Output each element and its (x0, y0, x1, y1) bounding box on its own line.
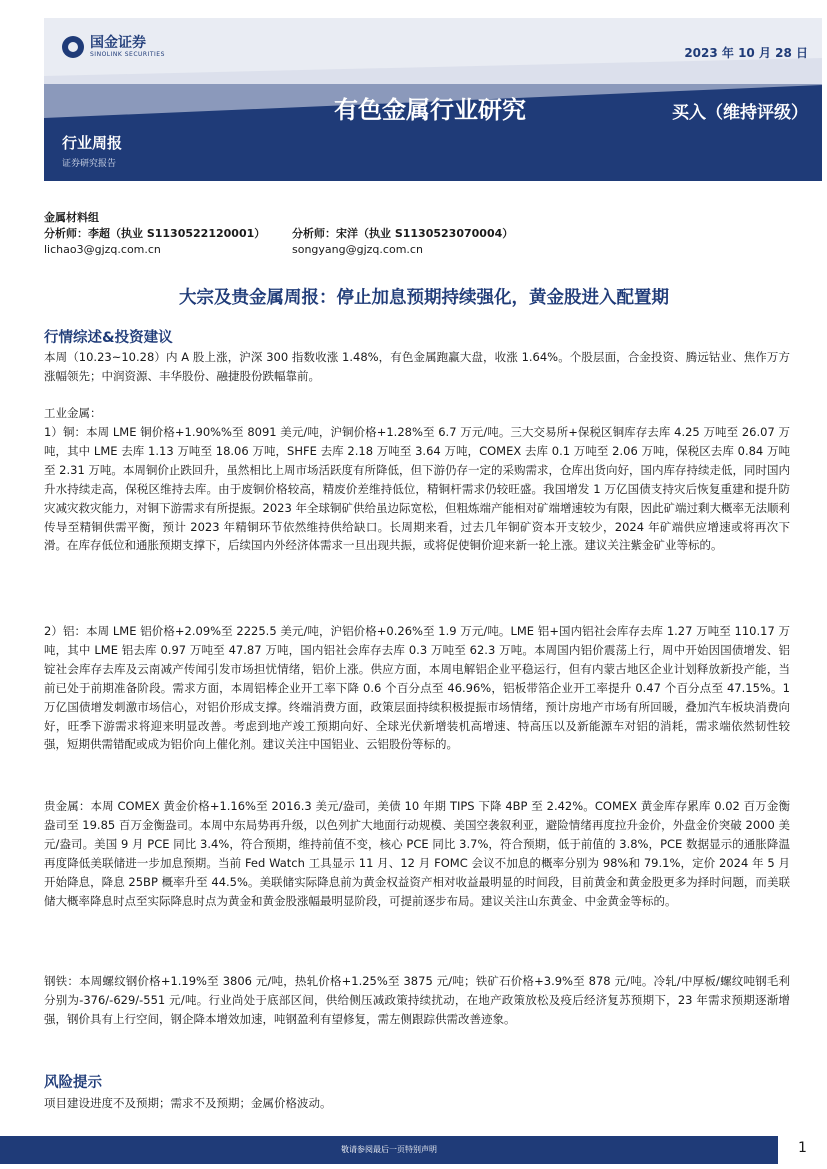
paragraph-industrial-label: 工业金属： (44, 406, 102, 420)
page-number: 1 (798, 1140, 807, 1156)
report-subtype: 证券研究报告 (62, 159, 117, 169)
analyst-1-email[interactable]: lichao3@gjzq.com.cn (44, 243, 161, 256)
research-group: 金属材料组 (44, 211, 99, 224)
analyst-2: 分析师：宋洋（执业 S1130523070004） (292, 227, 514, 240)
paragraph-overview: 本周（10.23~10.28）内 A 股上涨，沪深 300 指数收涨 1.48%，有色金属跑赢大盘，收涨 1.64%。个股层面，合金投资、腾远钴业、焦作万方涨幅领先；中润资源、丰华股份、融捷股份跌幅靠前。 (44, 350, 790, 383)
report-date: 2023 年 10 月 28 日 (684, 46, 808, 60)
paragraph-aluminum: 2）铝：本周 LME 铝价格+2.09%至 2225.5 美元/吨，沪铝价格+0.26%至 1.9 万元/吨。LME 铝+国内铝社会库存去库 1.27 万吨至 110.17 万吨，其中 LME 铝去库 0.97 万吨至 47.87 万吨，国内铝社会库存去库 0.3 万吨至 62.3 万吨。本周国内铝价震荡上行，周中开始因国债增发、铝锭社会库存去库及云南减产传闻引发市场担忧情绪，铝价上涨。供应方面，本周电解铝企业平稳运行，但有内蒙古地区企业计划释放新投产能，当前已处于前期准备阶段。需求方面，本周铝棒企业开工率下降 0.6 个百分点至 46.96%，铝板带箔企业开工率提升 0.47 个百分点至 47.15%。1 万亿国债增发刺激市场信心，对铝价形成支撑。终端消费方面，政策层面持续积极提振市场情绪，预计房地产市场有所回暖，叠加汽车板块消费向好，旺季下游需求将迎来明显改善。考虑到地产竣工预期向好、全球光伏新增装机高增速、特高压以及新能源车对铝的消耗，需求端依然韧性较强，短期供需错配或成为铝价向上催化剂。建议关注中国铝业、云铝股份等标的。 (44, 624, 790, 752)
analyst-info (44, 210, 804, 258)
logo-name-cn: 国金证券 (90, 35, 146, 51)
report-headline: 大宗及贵金属周报：停止加息预期持续强化，黄金股进入配置期 (179, 288, 669, 308)
email-row (44, 242, 804, 258)
paragraph-risk: 项目建设进度不及预期；需求不及预期；金属价格波动。 (44, 1096, 332, 1110)
page-title: 有色金属行业研究 (334, 96, 526, 124)
logo-name-en: SINOLINK SECURITIES (90, 51, 165, 58)
paragraph-copper: 1）铜：本周 LME 铜价格+1.90%%至 8091 美元/吨，沪铜价格+1.28%至 6.7 万元/吨。三大交易所+保税区铜库存去库 4.25 万吨至 26.07 万吨，其中 LME 去库 1.13 万吨至 18.06 万吨，SHFE 去库 2.18 万吨至 3.64 万吨，COMEX 去库 0.1 万吨至 2.06 万吨，保税区去库 0.84 万吨至 2.31 万吨。本周铜价止跌回升，虽然相比上周市场活跃度有所降低，但下游仍存一定的采购需求，仓库出货向好，国内库存持续走低，同时国内升水持续走高，保税区维持去库。由于废铜价格较高，精废价差维持低位，精铜杆需求仍较旺盛。我国增发 1 万亿国债支持灾后恢复重建和提升防灾减灾救灾能力，对铜下游需求有所提振。2023 年全球铜矿供给虽边际宽松，但粗炼端产能相对矿端增速较为有限，因此矿端过剩大概率无法顺利传导至精铜供需平衡，预计 2023 年精铜环节依然维持供给缺口。长周期来看，过去几年铜矿资本开支较少，2024 年矿端供应增速或将再次下滑。在库存低位和通胀预期支撑下，后续国内外经济体需求一旦出现共振，或将促使铜价迎来新一轮上涨。建议关注紫金矿业等标的。 (44, 425, 790, 553)
analyst-1: 分析师：李超（执业 S1130522120001） (44, 227, 266, 240)
analyst-row (44, 226, 804, 242)
header-banner (44, 18, 822, 181)
section-title-overview: 行情综述&投资建议 (44, 330, 173, 346)
logo-text (90, 36, 165, 58)
rating-badge: 买入（维持评级） (672, 103, 808, 123)
section-title-risk: 风险提示 (44, 1075, 102, 1091)
analyst-2-email[interactable]: songyang@gjzq.com.cn (292, 243, 423, 256)
footer-disclaimer: 敬请参阅最后一页特别声明 (341, 1145, 437, 1154)
paragraph-steel: 钢铁：本周螺纹钢价格+1.19%至 3806 元/吨，热轧价格+1.25%至 3875 元/吨；铁矿石价格+3.9%至 878 元/吨。冷轧/中厚板/螺纹吨钢毛利分别为-376/-629/-551 元/吨。行业尚处于底部区间，供给侧压减政策持续扰动，在地产政策放松及疫后经济复苏预期下，23 年需求预期逐渐增强，钢价具有上行空间，钢企降本增效加速，吨钢盈利有望修复，需左侧跟踪供需改善迹象。 (44, 974, 790, 1026)
logo-circle-icon (62, 36, 84, 58)
company-logo (62, 36, 165, 58)
page-footer (0, 1136, 827, 1164)
paragraph-precious-metals: 贵金属：本周 COMEX 黄金价格+1.16%至 2016.3 美元/盎司，美债 10 年期 TIPS 下降 4BP 至 2.42%。COMEX 黄金库存累库 0.02 百万金衡盎司至 19.85 百万金衡盎司。本周中东局势再升级，以色列扩大地面行动规模、美国空袭叙利亚，避险情绪再度拉升金价，外盘金价突破 2000 美元/盎司。美国 9 月 PCE 同比 3.4%，符合预期，维持前值不变，核心 PCE 同比 3.7%，符合预期，低于前值的 3.8%，PCE 数据显示的通胀降温再度降低美联储进一步加息预期。当前 Fed Watch 工具显示 11 月、12 月 FOMC 会议不加息的概率分别为 98%和 79.1%，定价 2024 年 5 月开始降息，降息 25BP 概率升至 44.5%。美联储实际降息前为黄金权益资产相对收益最明显的时间段，目前黄金和黄金股更多为择时问题，而美联储大概率降息时点至实际降息时点为黄金和黄金股涨幅最明显阶段，可提前逐步布局。建议关注山东黄金、中金黄金等标的。 (44, 799, 790, 908)
report-type: 行业周报 (62, 134, 123, 152)
